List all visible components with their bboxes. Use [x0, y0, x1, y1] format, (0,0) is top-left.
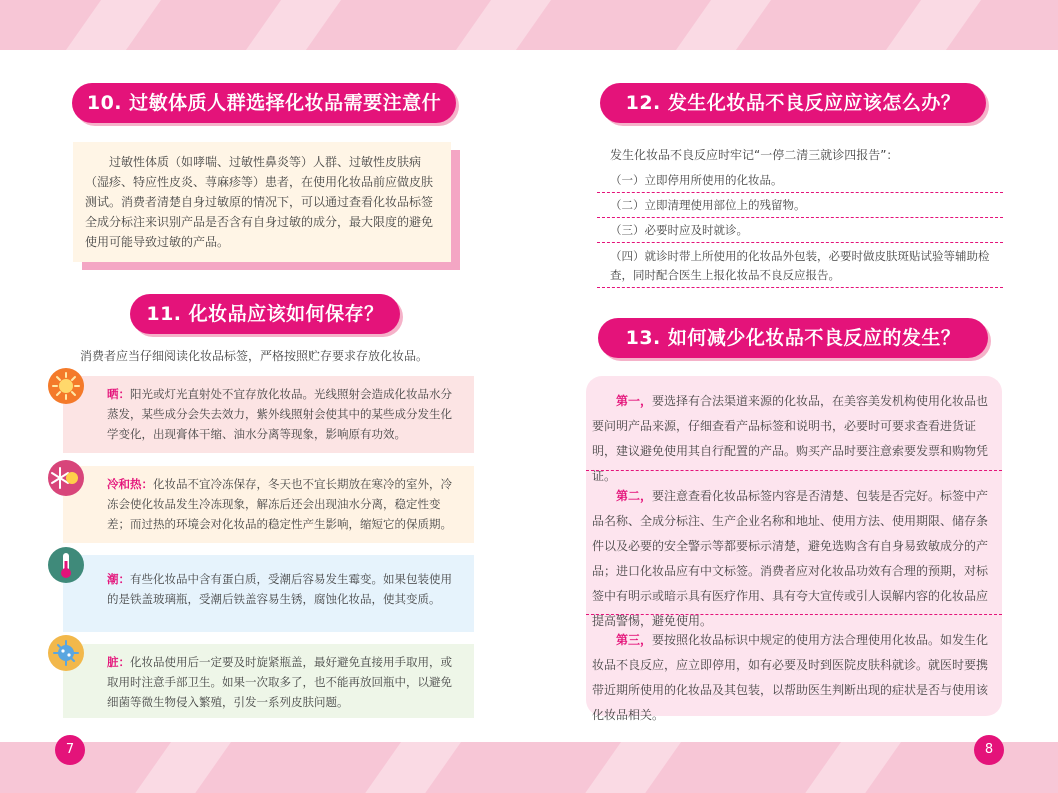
dashed-divider [586, 470, 1002, 471]
snowflake-sun-icon [48, 460, 84, 496]
paragraph-text: 要选择有合法渠道来源的化妆品，在美容美发机构使用化妆品也要问明产品来源，仔细查看产品标签和说明书，必要时可要求查看进货证明，建议避免使用其自行配置的产品。购买产品时要注意索要发票和购物凭证。 [592, 394, 989, 483]
section-10-title: 10. 过敏体质人群选择化妆品需要注意什 [72, 83, 456, 123]
tip-label: 晒： [107, 387, 130, 401]
tip-label: 冷和热： [107, 477, 153, 491]
step-item: （三）必要时应及时就诊。 [610, 223, 748, 237]
top-decorative-band [0, 0, 1058, 50]
storage-tip-sun [63, 376, 474, 453]
page-number-left: 7 [55, 735, 85, 765]
section-11-intro: 消费者应当仔细阅读化妆品标签，严格按照贮存要求存放化妆品。 [80, 349, 429, 363]
prevention-paragraph-3 [592, 628, 996, 728]
prevention-paragraph-2 [592, 484, 996, 634]
paragraph-label: 第三， [616, 633, 653, 647]
step-item: （二）立即清理使用部位上的残留物。 [610, 198, 806, 212]
section-12-title: 12. 发生化妆品不良反应应该怎么办？ [600, 83, 986, 123]
page-number-right: 8 [974, 735, 1004, 765]
section-12-intro: 发生化妆品不良反应时牢记“一停二清三就诊四报告”： [610, 148, 899, 162]
tip-label: 潮： [107, 572, 130, 586]
section-13-title: 13. 如何减少化妆品不良反应的发生？ [598, 318, 988, 358]
dashed-divider [597, 287, 1003, 288]
paragraph-text: 要按照化妆品标识中规定的使用方法合理使用化妆品。如发生化妆品不良反应，应立即停用，如有必要及时到医院皮肤科就诊。就医时要携带近期所使用的化妆品及其包装，以帮助医生判断出现的症状是否与使用该化妆品相关。 [592, 633, 989, 722]
dashed-divider [586, 614, 1002, 615]
prevention-paragraph-1 [592, 389, 996, 489]
tip-label: 脏： [107, 655, 130, 669]
step-item: （一）立即停用所使用的化妆品。 [610, 173, 783, 187]
storage-tip-damp [63, 555, 474, 632]
section-10-note-box [73, 142, 451, 262]
germ-icon [48, 635, 84, 671]
tip-text: 化妆品使用后一定要及时旋紧瓶盖，最好避免直接用手取用，或取用时注意手部卫生。如果一次取多了，也不能再放回瓶中，以避免细菌等微生物侵入繁殖，引发一系列皮肤问题。 [107, 655, 452, 709]
section-10-body: 过敏性体质（如哮喘、过敏性鼻炎等）人群、过敏性皮肤病（湿疹、特应性皮炎、荨麻疹等）患者，在使用化妆品前应做皮肤测试。消费者清楚自身过敏原的情况下，可以通过查看化妆品标签全成分标注来识别产品是否含有自身过敏的成分，最大限度的避免使用可能导致过敏的产品。 [85, 155, 434, 249]
dashed-divider [597, 217, 1003, 218]
paragraph-label: 第一， [616, 394, 653, 408]
storage-tip-cold-heat [63, 466, 474, 543]
sun-icon [48, 368, 84, 404]
dashed-divider [597, 192, 1003, 193]
tip-text: 化妆品不宜冷冻保存，冬天也不宜长期放在寒冷的室外，冷冻会使化妆品发生冷冻现象，解冻后还会出现油水分离，稳定性变差；而过热的环境会对化妆品的稳定性产生影响，缩短它的保质期。 [107, 477, 452, 531]
thermometer-icon [48, 547, 84, 583]
storage-tip-dirty [63, 644, 474, 718]
bottom-decorative-band [0, 742, 1058, 793]
dashed-divider [597, 242, 1003, 243]
paragraph-label: 第二， [616, 489, 653, 503]
paragraph-text: 要注意查看化妆品标签内容是否清楚、包装是否完好。标签中产品名称、全成分标注、生产企业名称和地址、使用方法、使用期限、储存条件以及必要的安全警示等都要标示清楚，避免选购含有自身易致敏成分的产品；进口化妆品应有中文标签。消费者应对化妆品功效有合理的预期，对标签中有明示或暗示具有医疗作用、具有夸大宣传或引人误解内容的化妆品应提高警惕，避免使用。 [592, 489, 989, 628]
step-item: （四）就诊时带上所使用的化妆品外包装，必要时做皮肤斑贴试验等辅助检查，同时配合医生上报化妆品不良反应报告。 [610, 249, 990, 282]
tip-text: 阳光或灯光直射处不宜存放化妆品。光线照射会造成化妆品水分蒸发，某些成分会失去效力，紫外线照射会使其中的某些成分发生化学变化，出现膏体干缩、油水分离等现象，影响原有功效。 [107, 387, 452, 441]
section-11-title: 11. 化妆品应该如何保存？ [130, 294, 400, 334]
tip-text: 有些化妆品中含有蛋白质，受潮后容易发生霉变。如果包装使用的是铁盖玻璃瓶，受潮后铁盖容易生锈，腐蚀化妆品，使其变质。 [107, 572, 452, 606]
